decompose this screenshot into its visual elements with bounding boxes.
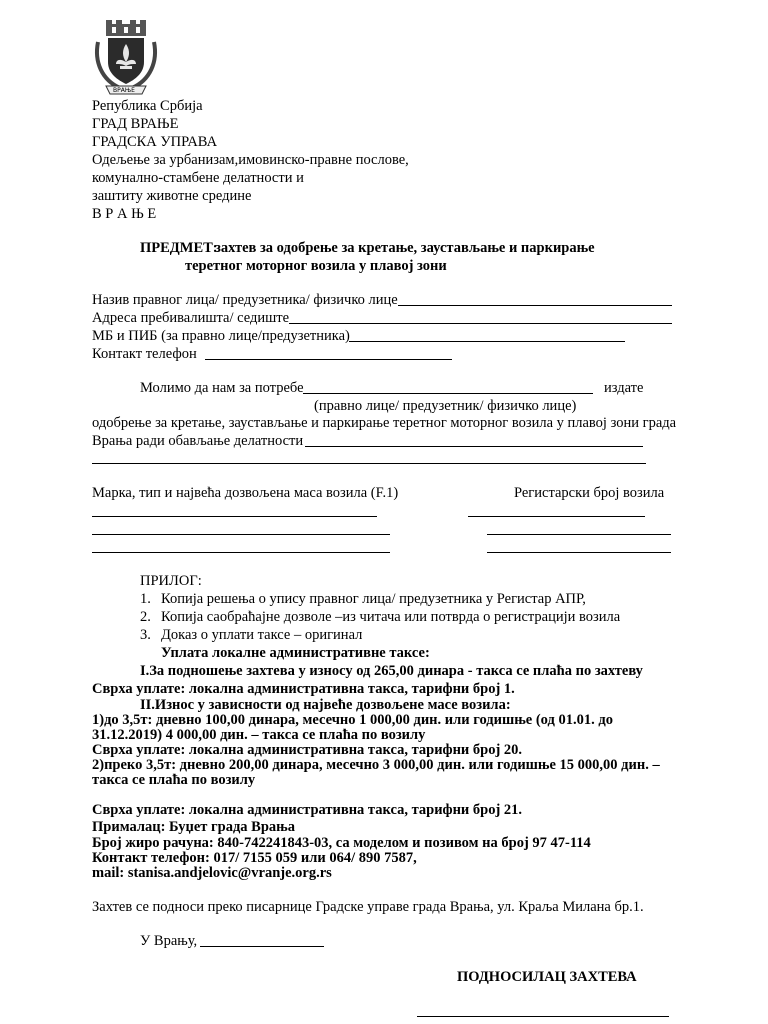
attachment-item: Доказ о уплати таксе – оригинал [161,627,363,643]
mb-pib-field-label: МБ и ПИБ (за правно лице/предузетника) [92,328,350,344]
vehicle-make-label: Марка, тип и највећа дозвољена маса возила (F.1) [92,485,399,501]
attachment-number: 1. [140,591,151,607]
signature-line[interactable] [417,1016,669,1017]
fee-section-2: II.Износ у зависности од највеће дозвољене масе возила: [140,697,511,713]
attachments-title: ПРИЛОГ: [140,573,202,589]
request-hint: (правно лице/ предузетник/ физичко лице) [314,398,577,414]
fees-title: Уплата локалне административне таксе: [161,645,430,661]
fee-tier-2: 2)преко 3,5т: дневно 200,00 динара, месечно 3 000,00 дин. или годишње 15 000,00 дин. – [92,757,660,773]
fee-purpose-20: Сврха уплате: локална административна такса, тарифни број 20. [92,742,523,758]
city-crest-logo [92,18,160,98]
address-field-label: Адреса пребивалишта/ седиште [92,310,290,326]
vehicle-reg-line[interactable] [487,534,671,535]
fee-section-1: I.За подношење захтева у износу од 265,00 динара - такса се плаћа по захтеву [140,663,643,679]
phone-field-line[interactable] [205,359,452,360]
place-label: У Врању, [140,933,198,949]
request-intro: Молимо да нам за потребе [140,380,304,396]
phone-field-label: Контакт телефон [92,346,197,362]
contact-phone: Контакт телефон: 017/ 7155 059 или 064/ 890 7587, [92,850,417,866]
vehicle-make-line[interactable] [92,516,377,517]
header-line: В Р А Њ Е [92,206,157,222]
header-line: ГРАДСКА УПРАВА [92,134,218,150]
recipient: Прималац: Буџет града Врања [92,819,295,835]
attachment-item: Копија саобраћајне дозволе –из читача или потврда о регистрацији возила [161,609,621,625]
fee-tier-1-cont: 31.12.2019) 4 000,00 дин. – такса се плаћа по возилу [92,727,426,743]
header-line: Република Србија [92,98,203,114]
account-number: Број жиро рачуна: 840-742241843-03, са моделом и позивом на број 97 47-114 [92,835,591,851]
vehicle-make-line[interactable] [92,534,390,535]
subject-label: ПРЕДМЕТ: [140,240,218,256]
purpose-line-1[interactable] [305,446,643,447]
fee-tier-2-cont: такса се плаћа по возилу [92,772,256,788]
name-field-label: Назив правног лица/ предузетника/ физичко лице [92,292,398,308]
name-field-line[interactable] [398,305,672,306]
submission-note: Захтев се подноси преко писарнице Градске управе града Врања, ул. Краља Милана бр.1. [92,899,644,915]
vehicle-make-line[interactable] [92,552,390,553]
request-body: одобрење за кретање, заустављање и паркирање теретног моторног возила у плавој зони града [92,415,677,431]
fee-purpose-1: Сврха уплате: локална административна такса, тарифни број 1. [92,681,515,697]
request-issue-word: издате [604,380,644,396]
subject-line-1: захтев за одобрење за кретање, заустављање и паркирање [215,240,595,256]
attachment-item: Копија решења о упису правног лица/ предузетника у Регистар АПР, [161,591,586,607]
contact-email: mail: stanisa.andjelovic@vranje.org.rs [92,865,332,881]
request-entity-line[interactable] [303,393,593,394]
request-purpose: Врања ради обављање делатности [92,433,304,449]
header-line: комунално-стамбене делатности и [92,170,304,186]
vehicle-reg-line[interactable] [487,552,671,553]
address-field-line[interactable] [289,323,672,324]
header-line: заштиту животне средине [92,188,252,204]
attachment-number: 3. [140,627,151,643]
attachment-number: 2. [140,609,151,625]
vehicle-reg-line[interactable] [468,516,645,517]
signature-label: ПОДНОСИЛАЦ ЗАХТЕВА [457,969,637,985]
header-line: Одељење за урбанизам,имовинско-правне послове, [92,152,409,168]
mb-pib-field-line[interactable] [349,341,625,342]
vehicle-reg-label: Регистарски број возила [514,485,665,501]
subject-line-2: теретног моторног возила у плавој зони [185,258,447,274]
fee-purpose-21: Сврха уплате: локална административна такса, тарифни број 21. [92,802,523,818]
fee-tier-1: 1)до 3,5т: дневно 100,00 динара, месечно 1 000,00 дин. или годишње (од 01.01. до [92,712,613,728]
purpose-line-2[interactable] [92,463,646,464]
crest-ribbon-text: ВРАЊЕ [113,87,135,94]
date-line[interactable] [200,946,324,947]
header-line: ГРАД ВРАЊЕ [92,116,179,132]
